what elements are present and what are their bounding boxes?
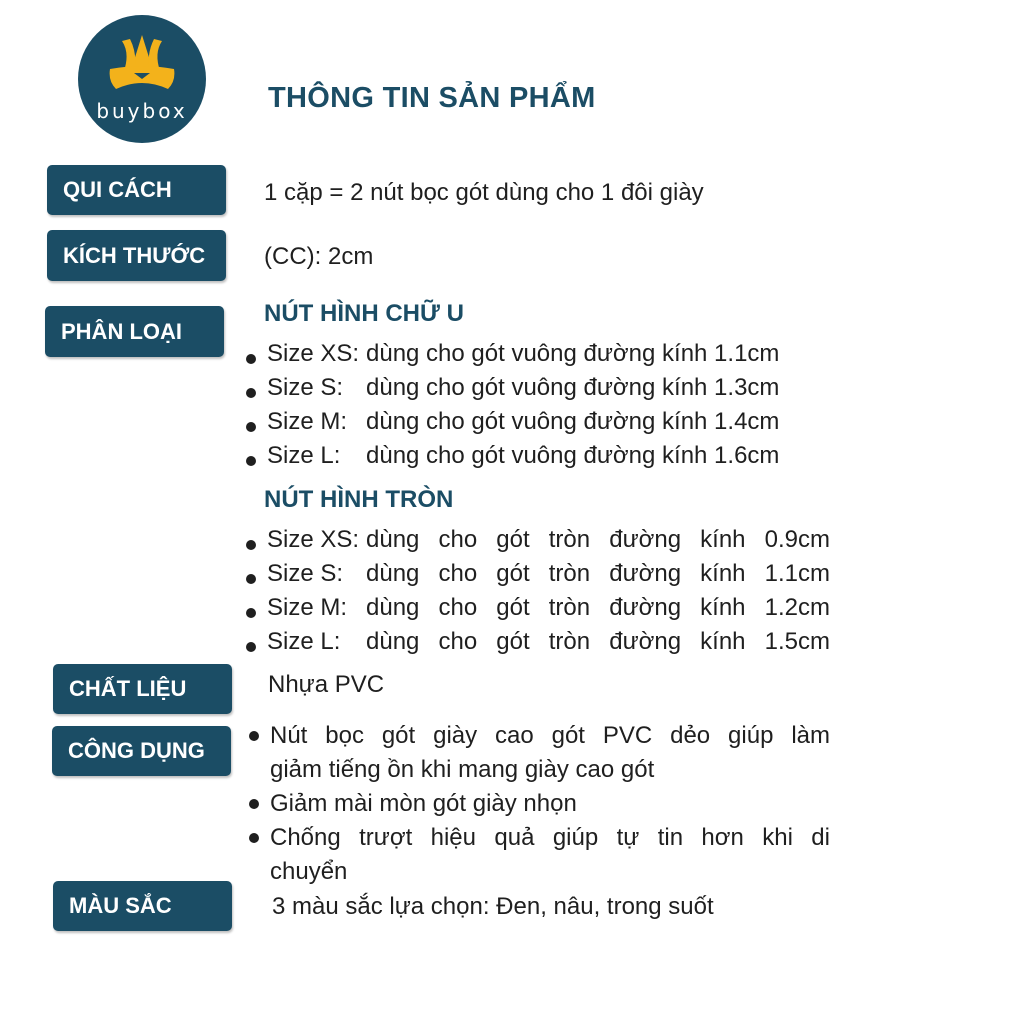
bullet-icon <box>246 574 256 584</box>
bullet-icon <box>246 608 256 618</box>
list-item <box>246 526 830 558</box>
list-item <box>246 408 830 440</box>
bullet-icon <box>246 354 256 364</box>
size-label: KÍCH THƯỚC <box>47 230 226 281</box>
bullet-icon <box>249 731 259 741</box>
size-value: (CC): 2cm <box>264 243 374 270</box>
usage-label: CÔNG DỤNG <box>52 726 231 776</box>
size-description: dùng cho gót tròn đường kính 0.9cm <box>366 526 830 553</box>
classification-label: PHÂN LOẠI <box>45 306 224 357</box>
usage-item-line: chuyển <box>270 858 348 885</box>
bullet-icon <box>246 388 256 398</box>
list-item <box>246 594 830 626</box>
buybox-mark-icon <box>104 33 180 95</box>
page-title: THÔNG TIN SẢN PHẨM <box>268 82 596 114</box>
size-description: dùng cho gót vuông đường kính 1.1cm <box>366 340 780 367</box>
size-name: Size XS: <box>267 340 360 367</box>
u-shape-heading: NÚT HÌNH CHỮ U <box>264 300 464 327</box>
size-name: Size M: <box>267 594 348 621</box>
size-description: dùng cho gót tròn đường kính 1.1cm <box>366 560 830 587</box>
list-item <box>246 628 830 660</box>
usage-item-line: Chống trượt hiệu quả giúp tự tin hơn khi di <box>270 824 830 851</box>
logo-text: buybox <box>96 99 188 123</box>
bullet-icon <box>246 456 256 466</box>
size-name: Size M: <box>267 408 348 435</box>
usage-item-line: Giảm mài mòn gót giày nhọn <box>270 790 577 817</box>
size-description: dùng cho gót vuông đường kính 1.6cm <box>366 442 780 469</box>
spec-value: 1 cặp = 2 nút bọc gót dùng cho 1 đôi giày <box>264 179 704 206</box>
size-description: dùng cho gót vuông đường kính 1.4cm <box>366 408 780 435</box>
size-name: Size S: <box>267 560 344 587</box>
material-label: CHẤT LIỆU <box>53 664 232 714</box>
bullet-icon <box>246 642 256 652</box>
spec-label: QUI CÁCH <box>47 165 226 215</box>
bullet-icon <box>246 540 256 550</box>
size-description: dùng cho gót tròn đường kính 1.2cm <box>366 594 830 621</box>
usage-item-line: Nút bọc gót giày cao gót PVC dẻo giúp làm <box>270 722 830 749</box>
size-name: Size XS: <box>267 526 360 553</box>
usage-item-line: giảm tiếng ồn khi mang giày cao gót <box>270 756 655 783</box>
bullet-icon <box>249 799 259 809</box>
list-item <box>246 560 830 592</box>
color-value: 3 màu sắc lựa chọn: Đen, nâu, trong suốt <box>272 893 714 920</box>
size-name: Size L: <box>267 628 341 655</box>
size-description: dùng cho gót vuông đường kính 1.3cm <box>366 374 780 401</box>
size-description: dùng cho gót tròn đường kính 1.5cm <box>366 628 830 655</box>
material-value: Nhựa PVC <box>268 671 385 698</box>
buybox-logo <box>78 15 206 143</box>
size-name: Size L: <box>267 442 341 469</box>
size-name: Size S: <box>267 374 344 401</box>
color-label: MÀU SẮC <box>53 881 232 931</box>
bullet-icon <box>246 422 256 432</box>
list-item <box>246 374 830 406</box>
list-item <box>246 442 830 474</box>
round-heading: NÚT HÌNH TRÒN <box>264 486 454 513</box>
list-item <box>246 340 830 372</box>
bullet-icon <box>249 833 259 843</box>
